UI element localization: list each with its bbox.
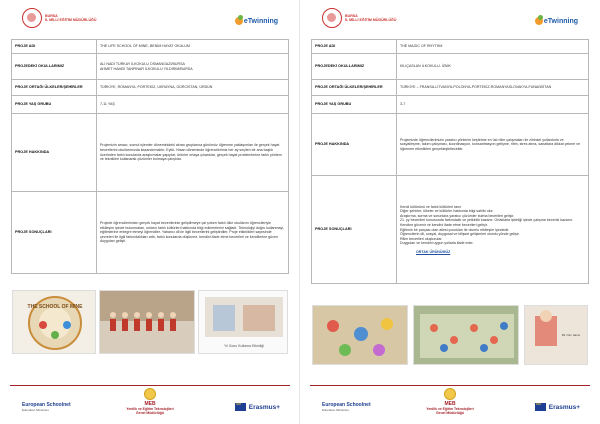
kids-photo bbox=[524, 305, 588, 365]
project-name: THE LIFE SCHOOL OF MINE- BENİM HAYAT OKULUM bbox=[97, 40, 289, 54]
meb-city: BURSA bbox=[345, 13, 358, 18]
result-line: Ritim becerileri oluşturular. bbox=[400, 236, 443, 241]
page-right bbox=[300, 0, 600, 424]
label-partners: PROJE ORTAĞI ÜLKELER/ŞEHİRLER bbox=[12, 80, 97, 96]
footer-logos bbox=[12, 388, 288, 420]
label-schools: PROJEDEKİ OKULLARIMIZ bbox=[312, 54, 397, 80]
results-list bbox=[397, 176, 589, 284]
footer-logos bbox=[312, 388, 588, 420]
meb-city: BURSA bbox=[45, 13, 58, 18]
rhythm-photo-2 bbox=[413, 305, 519, 365]
schools bbox=[97, 54, 289, 80]
project-table bbox=[11, 39, 289, 274]
label-schools: PROJEDEKİ OKULLARIMIZ bbox=[12, 54, 97, 80]
meb-directorate: İL MİLLİ EĞİTİM MÜDÜRLÜĞÜ bbox=[345, 18, 397, 22]
project-name: THE MAGIC OF RHYTHM bbox=[397, 40, 589, 54]
eu-flag-icon bbox=[235, 403, 246, 411]
yegitek-logo: MEB Yenilik ve Eğitim Teknolojileri Genel Müdürlüğü bbox=[420, 388, 480, 415]
about-text: Projemizde öğrencilerimizin yaratıcı yönlerini keşfetme en üst ritim çalışmaları ile zihinsel yollardorla ve sosyalleşme, takım çalışması, koordinasyon, konsantrasyon gelişme, ritim, stres atma, sanatlara dikkat çekme ve öğrenme etkinlikleri gerçekleştirilecektir. bbox=[397, 114, 589, 176]
partners: TÜRKİYE, ROMANYA, PORTEKİZ, UKRAYNA, GÜRCİSTAN, ÜRDÜN bbox=[97, 80, 289, 96]
label-about: PROJE HAKKINDA bbox=[312, 114, 397, 176]
result-line: Kendi kültürünü ve farklı kültürleri tanır bbox=[400, 204, 462, 209]
erasmus-logo: ····· Erasmus+ bbox=[235, 403, 280, 411]
footer-divider bbox=[310, 385, 590, 386]
school-sign-image bbox=[13, 291, 96, 354]
label-results: PROJE SONUÇLARI bbox=[12, 192, 97, 274]
caption-photo bbox=[198, 290, 288, 354]
project-table bbox=[311, 39, 589, 284]
meb-logo bbox=[322, 8, 405, 28]
age-group: 3-7 bbox=[397, 96, 589, 114]
european-schoolnet-logo: European Schoolnet Education Ministries bbox=[322, 402, 371, 412]
about-text: Projemizin amacı, somut işlemler döneminideki akran gruplarına günümüz öğrenme yaklaşımları ile gerçek hayat becerilerini okullarımızda kazandırmaktır. Eylül- Nisan döneminde öğrencilerimiz her ay seçilen bir ana başlık üzerinden farklı konularda araştırmalar yapıplar, ürünler ortaya çıkardılar, gerçek hayat problemlerine farklı yöntem ve teknikleri kullanarak çözümler bulmaya çalıştılar. bbox=[97, 114, 289, 192]
photo-strip bbox=[12, 290, 288, 354]
footer-divider bbox=[10, 385, 290, 386]
school-sign-text: THE SCHOOL OF MINE bbox=[27, 304, 83, 310]
result-line: Duyguları ve kendini uygun yollarla ifade eder. bbox=[400, 241, 474, 246]
rhythm-image-1 bbox=[313, 306, 408, 365]
label-about: PROJE HAKKINDA bbox=[12, 114, 97, 192]
result-line: Diğer şehirler, ülkeler ve kültürler hakkında bilgi sahibi olur. bbox=[400, 209, 494, 214]
partners: TÜRKİYE – FRANSA-LİTVANYA-POLONYA-PORTEKİZ-ROMANYASLOVAKYA-FUNANİSTAN bbox=[397, 80, 589, 96]
results-text: Projede öğrencilerimizin gerçek hayat becerilerinin gelişti̇rmeye çal şırken farklı ülke okullarını öğrencileriyle etkileşim içinde bulunmaları, onların farklı kültürleri hakkında bilgi edinmelerini sağladı. Teknolojiyi doğru kullanmayı, eğitimlerine entegre etmeyi öğrendiler. Yabancı dil ile ilgili becerilerini geliştirdiler. Proje etkinlikleri sayesinde çevreleri ile ilgili farkındalıkları arttı, farklı konularda düşünme, kendini ifade etme becerileri ve kendilerine güven duyguları gelişti. bbox=[97, 192, 289, 274]
result-line: 21. yy becerileri konusunda farkındalık ve yetkinlik kazanır. Ortaklarla işbirliği içinde çalışma becerisi kazanır. bbox=[400, 218, 573, 223]
yegitek-icon bbox=[444, 388, 456, 400]
label-project-name: PROJE ADI bbox=[12, 40, 97, 54]
school-1: ALİ NADİ TÜRKAY İLKOKULU OSMANGAZİ/BURSA bbox=[100, 61, 185, 66]
result-line: Araştırma, sorma ve sorunlara yaratıcı çözümler bulma becerileri gelişir. bbox=[400, 213, 515, 218]
etwinning-icon bbox=[235, 17, 243, 25]
result-line: Eğitimin bir parçası olan ailesi çocukları ile olumlu etkileşim içindedir. bbox=[400, 227, 510, 232]
meb-seal-icon bbox=[322, 8, 342, 28]
page-header bbox=[12, 8, 288, 34]
event-image bbox=[199, 291, 288, 354]
erasmus-logo: ····· Erasmus+ bbox=[535, 403, 580, 411]
schools: KILIÇASLAN İLKOKULU- İZNİK bbox=[397, 54, 589, 80]
photo-strip bbox=[312, 305, 588, 365]
label-age: PROJE YAŞ GRUBU bbox=[12, 96, 97, 114]
school-sign-photo bbox=[12, 290, 96, 354]
label-project-name: PROJE ADI bbox=[312, 40, 397, 54]
yegitek-icon bbox=[144, 388, 156, 400]
page-header bbox=[312, 8, 588, 34]
school-2: AHMET HAMDİ TANPINAR İLKOKULU YILDIRIM/BURSA bbox=[100, 66, 193, 71]
photo-caption: Yıl Sonu Kutlama Etkinliği bbox=[223, 344, 265, 348]
result-line: Öğrencilerin dil, sosyal, duygusal ve bilişsel gelişimleri olumlu yönde gelişir. bbox=[400, 232, 520, 237]
etwinning-text: eTwinning bbox=[543, 17, 578, 25]
meb-logo bbox=[22, 8, 105, 28]
etwinning-logo bbox=[235, 17, 278, 25]
meb-directorate: İL MİLLİ EĞİTİM MÜDÜRLÜĞÜ bbox=[45, 18, 97, 22]
etwinning-text: eTwinning bbox=[243, 17, 278, 25]
common-product-link[interactable]: ORTAK ÜRÜNÜMÜZ bbox=[416, 249, 451, 254]
meb-seal-icon bbox=[22, 8, 42, 28]
etwinning-logo bbox=[535, 17, 578, 25]
european-schoolnet-logo: European Schoolnet Education Ministries bbox=[22, 402, 71, 412]
label-results: PROJE SONUÇLARI bbox=[312, 176, 397, 284]
kids-image bbox=[525, 306, 588, 365]
yegitek-logo: MEB Yenilik ve Eğitim Teknolojileri Genel Müdürlüğü bbox=[120, 388, 180, 415]
students-photo bbox=[99, 290, 195, 354]
etwinning-icon bbox=[535, 17, 543, 25]
rhythm-image-2 bbox=[414, 306, 519, 365]
eu-flag-icon bbox=[535, 403, 546, 411]
students-image bbox=[100, 291, 195, 354]
kids-caption: Bir ritim dansı bbox=[561, 333, 581, 337]
label-age: PROJE YAŞ GRUBU bbox=[312, 96, 397, 114]
age-group: 7-11 YAŞ bbox=[97, 96, 289, 114]
result-line: Kendine güvenir ve kendini ifade etme becerileri gelişir. bbox=[400, 222, 488, 227]
rhythm-photo-1 bbox=[312, 305, 408, 365]
label-partners: PROJE ORTAĞI ÜLKELER/ŞEHİRLER bbox=[312, 80, 397, 96]
